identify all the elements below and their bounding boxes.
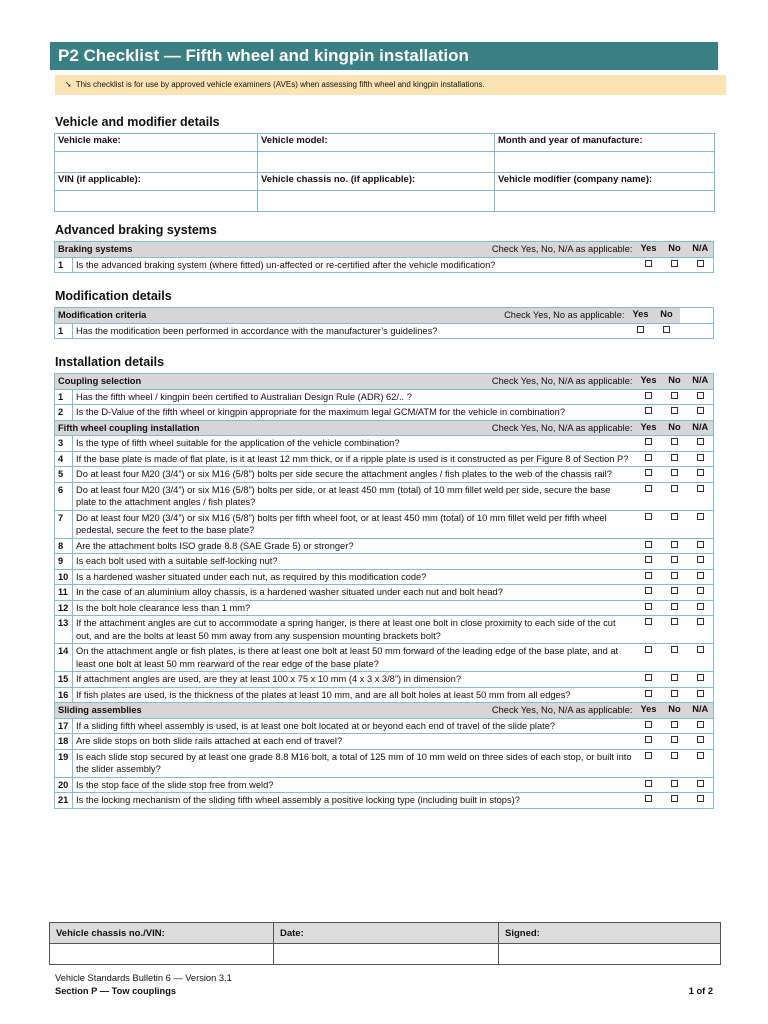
item-number: 14 bbox=[55, 644, 73, 672]
na-checkbox[interactable] bbox=[697, 260, 704, 267]
item-number: 2 bbox=[55, 405, 73, 421]
checklist-row bbox=[55, 585, 714, 601]
checklist-row bbox=[55, 749, 714, 777]
checklist-row bbox=[55, 482, 714, 510]
col-no: No bbox=[662, 242, 688, 258]
no-checkbox[interactable] bbox=[671, 721, 678, 728]
yes-checkbox[interactable] bbox=[645, 674, 652, 681]
signoff-vin-label: Vehicle chassis no./VIN: bbox=[50, 923, 274, 944]
yes-checkbox[interactable] bbox=[645, 454, 652, 461]
col-yes: Yes bbox=[628, 308, 654, 324]
no-checkbox[interactable] bbox=[671, 407, 678, 414]
checklist-row bbox=[55, 616, 714, 644]
item-question: If attachment angles are used, are they at least 100 x 75 x 10 mm (4 x 3 x 3/8”) in dimension? bbox=[73, 672, 636, 688]
signoff-date-label: Date: bbox=[274, 923, 499, 944]
item-question: On the attachment angle or fish plates, is there at least one bolt at least 50 mm forward of the leading edge of the base plate, and at least one bolt at least 50 mm rearward of the rear edge of the base plate? bbox=[73, 644, 636, 672]
item-number: 3 bbox=[55, 436, 73, 452]
installation-table bbox=[54, 373, 714, 809]
checklist-row bbox=[55, 510, 714, 538]
no-checkbox[interactable] bbox=[671, 392, 678, 399]
item-number: 9 bbox=[55, 554, 73, 570]
manufacture-date-label: Month and year of manufacture: bbox=[495, 134, 715, 152]
checklist-row bbox=[55, 405, 714, 421]
group-instruction: Check Yes, No, N/A as applicable: bbox=[491, 705, 633, 715]
col-na: N/A bbox=[688, 374, 714, 390]
item-number: 1 bbox=[55, 389, 73, 405]
item-number: 13 bbox=[55, 616, 73, 644]
no-checkbox[interactable] bbox=[671, 690, 678, 697]
yes-checkbox[interactable] bbox=[645, 469, 652, 476]
signoff-signed-label: Signed: bbox=[499, 923, 721, 944]
item-question: Do at least four M20 (3/4”) or six M16 (5/8”) bolts per fifth wheel foot, or at least 450 mm (total) of 10 mm fillet weld per fifth wheel pedestal, secure the feet to the base plate? bbox=[73, 510, 636, 538]
page-number: 1 of 2 bbox=[688, 986, 713, 996]
checklist-row bbox=[55, 467, 714, 483]
yes-checkbox[interactable] bbox=[645, 485, 652, 492]
col-no: No bbox=[654, 308, 680, 324]
chassis-no-label: Vehicle chassis no. (if applicable): bbox=[258, 173, 495, 191]
item-number: 5 bbox=[55, 467, 73, 483]
yes-checkbox[interactable] bbox=[645, 646, 652, 653]
item-number: 21 bbox=[55, 793, 73, 809]
item-number: 4 bbox=[55, 451, 73, 467]
item-number: 18 bbox=[55, 734, 73, 750]
no-checkbox[interactable] bbox=[671, 438, 678, 445]
item-number: 15 bbox=[55, 672, 73, 688]
item-number: 8 bbox=[55, 538, 73, 554]
notice-text: This checklist is for use by approved vehicle examiners (AVEs) when assessing fifth wheel and kingpin installations. bbox=[75, 80, 485, 89]
no-checkbox[interactable] bbox=[671, 541, 678, 548]
no-checkbox[interactable] bbox=[671, 603, 678, 610]
no-checkbox[interactable] bbox=[671, 260, 678, 267]
col-na: N/A bbox=[688, 420, 714, 436]
item-question: Is the locking mechanism of the sliding fifth wheel assembly a positive locking type (including built in stops)? bbox=[73, 793, 636, 809]
yes-checkbox[interactable] bbox=[645, 438, 652, 445]
no-checkbox[interactable] bbox=[671, 736, 678, 743]
yes-checkbox[interactable] bbox=[645, 736, 652, 743]
group-header: Coupling selection bbox=[58, 376, 142, 386]
item-number: 6 bbox=[55, 482, 73, 510]
no-checkbox[interactable] bbox=[671, 752, 678, 759]
item-question: Is the advanced braking system (where fitted) un-affected or re-certified after the vehicle modification? bbox=[73, 257, 636, 273]
yes-checkbox[interactable] bbox=[645, 587, 652, 594]
item-number: 7 bbox=[55, 510, 73, 538]
col-na: N/A bbox=[688, 703, 714, 719]
na-checkbox[interactable] bbox=[697, 556, 704, 563]
checklist-row bbox=[55, 793, 714, 809]
vehicle-model-label: Vehicle model: bbox=[258, 134, 495, 152]
group-header-row bbox=[55, 420, 714, 436]
item-question: If fish plates are used, is the thickness of the plates at least 10 mm, and are all bolt holes at least 50 mm from all edges? bbox=[73, 687, 636, 703]
na-checkbox[interactable] bbox=[697, 513, 704, 520]
signoff-table bbox=[49, 922, 721, 965]
col-yes: Yes bbox=[636, 242, 662, 258]
checklist-row bbox=[55, 569, 714, 585]
no-checkbox[interactable] bbox=[671, 795, 678, 802]
vehicle-make-field[interactable] bbox=[55, 152, 258, 173]
item-question: Is the stop face of the slide stop free from weld? bbox=[73, 777, 636, 793]
yes-checkbox[interactable] bbox=[645, 541, 652, 548]
yes-checkbox[interactable] bbox=[645, 752, 652, 759]
item-question: Are slide stops on both slide rails attached at each end of travel? bbox=[73, 734, 636, 750]
signoff-signed-field[interactable] bbox=[499, 944, 721, 965]
group-header-row bbox=[55, 703, 714, 719]
item-question: Is each slide stop secured by at least one grade 8.8 M16 bolt, a total of 125 mm of 10 mm weld on three sides of each stop, or built into the slider assembly? bbox=[73, 749, 636, 777]
checklist-row bbox=[55, 554, 714, 570]
na-checkbox[interactable] bbox=[697, 618, 704, 625]
item-question: Is each bolt used with a suitable self-locking nut? bbox=[73, 554, 636, 570]
group-header: Sliding assemblies bbox=[58, 705, 142, 715]
item-question: Is the D-Value of the fifth wheel or kingpin appropriate for the maximum legal GCM/ATM for the vehicle in combination? bbox=[73, 405, 636, 421]
na-checkbox[interactable] bbox=[697, 469, 704, 476]
checklist-row bbox=[55, 257, 714, 273]
checklist-row bbox=[55, 672, 714, 688]
item-number: 11 bbox=[55, 585, 73, 601]
vin-label: VIN (if applicable): bbox=[55, 173, 258, 191]
item-question: Do at least four M20 (3/4”) or six M16 (5/8”) bolts per side, or at least 450 mm (total) of 10 mm fillet weld per side, secure the base plate to the attachment angles / fish plates? bbox=[73, 482, 636, 510]
item-question: Has the modification been performed in accordance with the manufacturer’s guidelines? bbox=[73, 323, 628, 339]
checklist-row bbox=[55, 600, 714, 616]
no-checkbox[interactable] bbox=[663, 326, 670, 333]
braking-table bbox=[54, 241, 714, 273]
item-question: Are the attachment bolts ISO grade 8.8 (SAE Grade 5) or stronger? bbox=[73, 538, 636, 554]
checklist-row bbox=[55, 436, 714, 452]
item-number: 1 bbox=[55, 323, 73, 339]
no-checkbox[interactable] bbox=[671, 454, 678, 461]
yes-checkbox[interactable] bbox=[645, 721, 652, 728]
no-checkbox[interactable] bbox=[671, 513, 678, 520]
installation-heading: Installation details bbox=[55, 355, 165, 369]
item-question: If a sliding fifth wheel assembly is used, is at least one bolt located at or beyond each end of travel of the slide plate? bbox=[73, 718, 636, 734]
braking-heading: Advanced braking systems bbox=[55, 223, 217, 237]
no-checkbox[interactable] bbox=[671, 618, 678, 625]
checklist-row bbox=[55, 644, 714, 672]
modifier-field[interactable] bbox=[495, 191, 715, 212]
vin-field[interactable] bbox=[55, 191, 258, 212]
na-checkbox[interactable] bbox=[697, 780, 704, 787]
item-question: Is a hardened washer situated under each nut, as required by this modification code? bbox=[73, 569, 636, 585]
na-checkbox[interactable] bbox=[697, 752, 704, 759]
item-question: If the base plate is made of flat plate, is it at least 12 mm thick, or if a ripple plate is used is it constructed as per Figure 8 of Section P? bbox=[73, 451, 636, 467]
checklist-row bbox=[55, 323, 714, 339]
modifier-label: Vehicle modifier (company name): bbox=[495, 173, 715, 191]
footer-bulletin: Vehicle Standards Bulletin 6 — Version 3.1 bbox=[55, 973, 232, 983]
vehicle-model-field[interactable] bbox=[258, 152, 495, 173]
group-header: Fifth wheel coupling installation bbox=[58, 422, 200, 433]
braking-instruction: Check Yes, No, N/A as applicable: bbox=[491, 244, 633, 254]
col-yes: Yes bbox=[636, 420, 662, 436]
na-checkbox[interactable] bbox=[697, 392, 704, 399]
na-checkbox[interactable] bbox=[697, 721, 704, 728]
item-number: 12 bbox=[55, 600, 73, 616]
item-number: 17 bbox=[55, 718, 73, 734]
item-question: If the attachment angles are cut to accommodate a spring hanger, is there at least one bolt in close proximity to each side of the cut out, and are the bolts at least 50 mm away from any suspension mounting brackets bolt? bbox=[73, 616, 636, 644]
item-number: 19 bbox=[55, 749, 73, 777]
yes-checkbox[interactable] bbox=[645, 690, 652, 697]
checklist-row bbox=[55, 687, 714, 703]
signoff-vin-field[interactable] bbox=[50, 944, 274, 965]
modification-heading: Modification details bbox=[55, 289, 172, 303]
footer-section: Section P — Tow couplings bbox=[55, 986, 177, 996]
col-no: No bbox=[662, 374, 688, 390]
signoff-date-field[interactable] bbox=[274, 944, 499, 965]
yes-checkbox[interactable] bbox=[645, 780, 652, 787]
notice-banner bbox=[55, 75, 726, 95]
item-number: 10 bbox=[55, 569, 73, 585]
braking-group-header: Braking systems bbox=[58, 244, 133, 254]
checklist-row bbox=[55, 389, 714, 405]
na-checkbox[interactable] bbox=[697, 407, 704, 414]
na-checkbox[interactable] bbox=[697, 646, 704, 653]
no-checkbox[interactable] bbox=[671, 469, 678, 476]
yes-checkbox[interactable] bbox=[645, 260, 652, 267]
item-question: Has the fifth wheel / kingpin been certified to Australian Design Rule (ADR) 62/.. ? bbox=[73, 389, 636, 405]
checklist-row bbox=[55, 777, 714, 793]
col-yes: Yes bbox=[636, 703, 662, 719]
manufacture-date-field[interactable] bbox=[495, 152, 715, 173]
no-checkbox[interactable] bbox=[671, 646, 678, 653]
item-number: 1 bbox=[55, 257, 73, 273]
col-no: No bbox=[662, 420, 688, 436]
na-checkbox[interactable] bbox=[697, 736, 704, 743]
na-checkbox[interactable] bbox=[697, 674, 704, 681]
yes-checkbox[interactable] bbox=[645, 572, 652, 579]
checklist-row bbox=[55, 734, 714, 750]
vehicle-heading: Vehicle and modifier details bbox=[55, 115, 220, 129]
modification-group-header: Modification criteria bbox=[58, 310, 147, 320]
no-checkbox[interactable] bbox=[671, 780, 678, 787]
vehicle-make-label: Vehicle make: bbox=[55, 134, 258, 152]
na-checkbox[interactable] bbox=[697, 795, 704, 802]
na-checkbox[interactable] bbox=[697, 603, 704, 610]
no-checkbox[interactable] bbox=[671, 556, 678, 563]
col-no: No bbox=[662, 703, 688, 719]
col-na: N/A bbox=[688, 242, 714, 258]
item-question: In the case of an aluminium alloy chassis, is a hardened washer situated under each nut and bolt head? bbox=[73, 585, 636, 601]
na-checkbox[interactable] bbox=[697, 541, 704, 548]
checklist-row bbox=[55, 451, 714, 467]
group-instruction: Check Yes, No, N/A as applicable: bbox=[491, 422, 633, 433]
na-checkbox[interactable] bbox=[697, 587, 704, 594]
group-header-row bbox=[55, 374, 714, 390]
yes-checkbox[interactable] bbox=[645, 556, 652, 563]
yes-checkbox[interactable] bbox=[637, 326, 644, 333]
col-yes: Yes bbox=[636, 374, 662, 390]
modification-instruction: Check Yes, No as applicable: bbox=[504, 310, 625, 320]
yes-checkbox[interactable] bbox=[645, 603, 652, 610]
no-checkbox[interactable] bbox=[671, 572, 678, 579]
checklist-row bbox=[55, 718, 714, 734]
na-checkbox[interactable] bbox=[697, 485, 704, 492]
no-checkbox[interactable] bbox=[671, 674, 678, 681]
arrow-icon: ➘ bbox=[65, 80, 72, 89]
vehicle-details-table bbox=[54, 133, 715, 212]
no-checkbox[interactable] bbox=[671, 587, 678, 594]
yes-checkbox[interactable] bbox=[645, 407, 652, 414]
yes-checkbox[interactable] bbox=[645, 618, 652, 625]
page-title: P2 Checklist — Fifth wheel and kingpin installation bbox=[50, 42, 718, 70]
item-question: Is the type of fifth wheel suitable for the application of the vehicle combination? bbox=[73, 436, 636, 452]
checklist-row bbox=[55, 538, 714, 554]
no-checkbox[interactable] bbox=[671, 485, 678, 492]
chassis-no-field[interactable] bbox=[258, 191, 495, 212]
item-number: 16 bbox=[55, 687, 73, 703]
item-question: Do at least four M20 (3/4”) or six M16 (5/8”) bolts per side secure the attachment angles / fish plates to the web of the chassis rail? bbox=[73, 467, 636, 483]
group-instruction: Check Yes, No, N/A as applicable: bbox=[491, 376, 633, 386]
na-checkbox[interactable] bbox=[697, 454, 704, 461]
modification-table bbox=[54, 307, 714, 339]
yes-checkbox[interactable] bbox=[645, 795, 652, 802]
yes-checkbox[interactable] bbox=[645, 513, 652, 520]
yes-checkbox[interactable] bbox=[645, 392, 652, 399]
item-question: Is the bolt hole clearance less than 1 mm? bbox=[73, 600, 636, 616]
na-checkbox[interactable] bbox=[697, 572, 704, 579]
na-checkbox[interactable] bbox=[697, 438, 704, 445]
item-number: 20 bbox=[55, 777, 73, 793]
na-checkbox[interactable] bbox=[697, 690, 704, 697]
